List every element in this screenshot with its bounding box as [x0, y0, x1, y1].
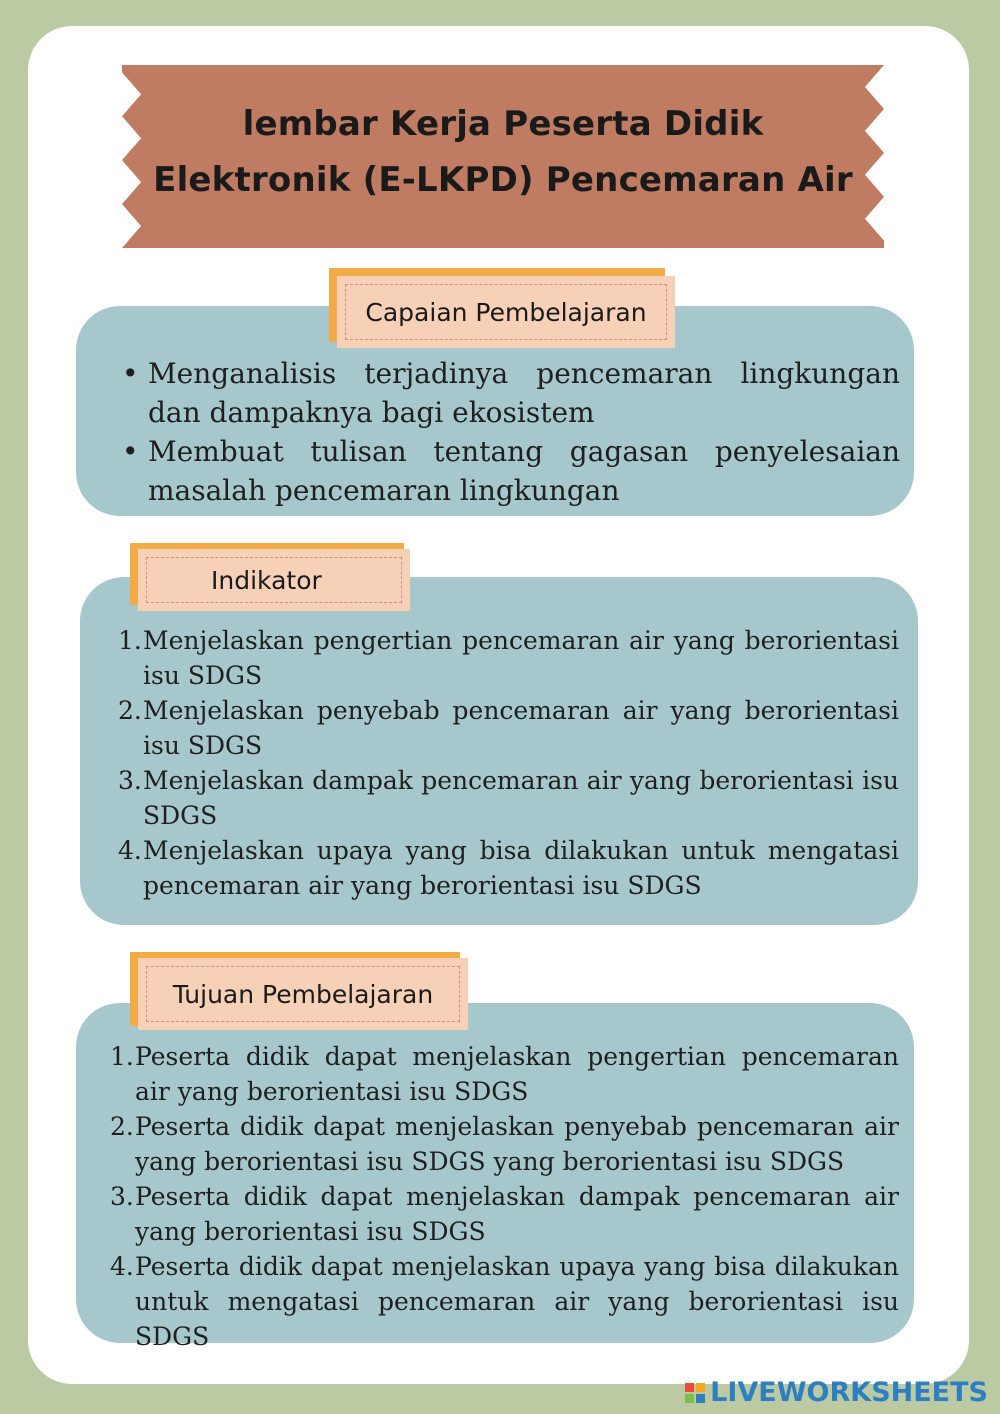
tujuan-label: [138, 958, 468, 1030]
list-item: 2. Peserta didik dapat menjelaskan penyebab pencemaran air yang berorientasi isu SDGS yang berorientasi isu SDGS: [110, 1112, 899, 1176]
list-item: 4. Peserta didik dapat menjelaskan upaya yang bisa dilakukan untuk mengatasi pencemaran air yang berorientasi isu SDGS: [110, 1252, 899, 1351]
capaian-list: [122, 354, 900, 510]
indikator-label: [138, 549, 410, 611]
liveworksheets-icon: [685, 1383, 705, 1403]
tujuan-list: [110, 1039, 899, 1354]
liveworksheets-logo[interactable]: [685, 1377, 988, 1408]
tujuan-label-text: Tujuan Pembelajaran: [172, 979, 434, 1009]
list-item: 4. Menjelaskan upaya yang bisa dilakukan untuk mengatasi pencemaran air yang berorientasi isu SDGS: [118, 836, 899, 900]
indikator-list: [118, 623, 899, 903]
tujuan-panel: [76, 1003, 914, 1351]
list-item: • Menganalisis terjadinya pencemaran lingkungan dan dampaknya bagi ekosistem: [122, 357, 900, 429]
indikator-panel: [80, 577, 918, 925]
title-line-2: Elektronik (E-LKPD) Pencemaran Air: [153, 160, 853, 200]
indikator-label-text: Indikator: [211, 565, 322, 595]
liveworksheets-text: LIVEWORKSHEETS: [710, 1377, 988, 1408]
list-item: 3. Menjelaskan dampak pencemaran air yang berorientasi isu SDGS: [118, 766, 899, 830]
page-title: [122, 96, 884, 208]
capaian-label-text: Capaian Pembelajaran: [365, 297, 647, 327]
list-item: 2. Menjelaskan penyebab pencemaran air yang berorientasi isu SDGS: [118, 696, 899, 760]
list-item: 1. Menjelaskan pengertian pencemaran air yang berorientasi isu SDGS: [118, 626, 899, 690]
title-line-1: lembar Kerja Peserta Didik: [242, 104, 764, 144]
list-item: 3. Peserta didik dapat menjelaskan dampak pencemaran air yang berorientasi isu SDGS: [110, 1182, 899, 1246]
capaian-label: [337, 276, 675, 348]
list-item: 1. Peserta didik dapat menjelaskan pengertian pencemaran air yang berorientasi isu SDGS: [110, 1042, 899, 1106]
list-item: • Membuat tulisan tentang gagasan penyelesaian masalah pencemaran lingkungan: [122, 435, 900, 507]
